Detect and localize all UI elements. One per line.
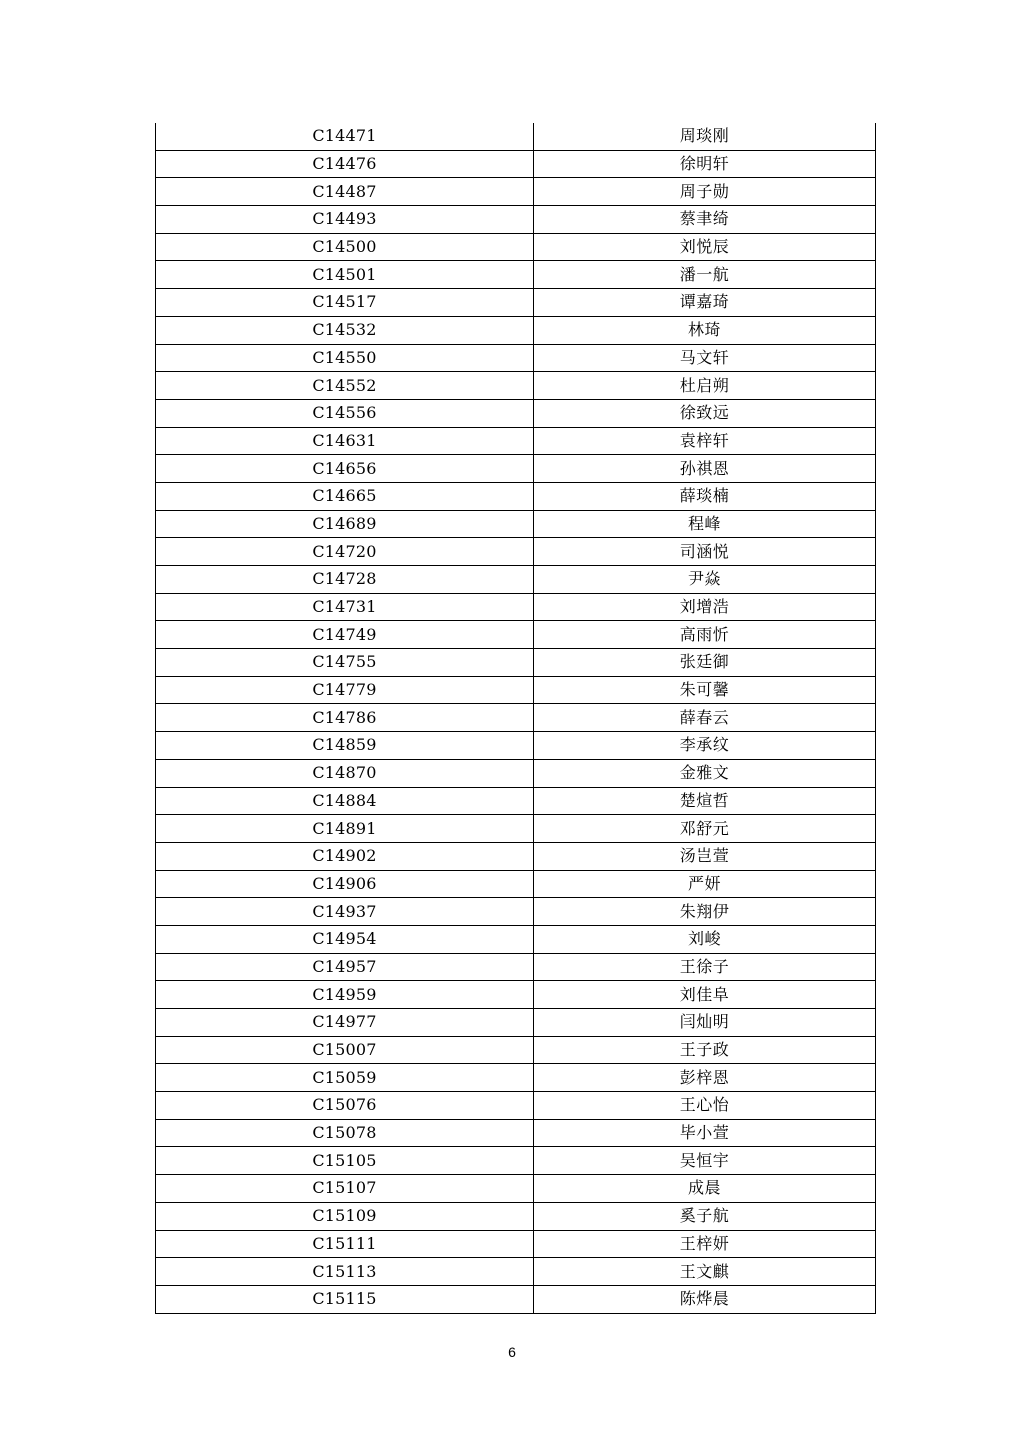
candidate-id-cell: C14476 xyxy=(156,150,534,178)
candidate-name-cell: 司涵悦 xyxy=(534,538,876,566)
candidate-name-cell: 王心怡 xyxy=(534,1092,876,1120)
table-row xyxy=(156,427,876,455)
candidate-name-cell: 王子政 xyxy=(534,1036,876,1064)
candidate-id-cell: C14556 xyxy=(156,399,534,427)
candidate-id-cell: C14689 xyxy=(156,510,534,538)
table-row xyxy=(156,1092,876,1120)
candidate-name-cell: 蔡聿绮 xyxy=(534,206,876,234)
roster-table-body xyxy=(156,123,876,1313)
candidate-id-cell: C15078 xyxy=(156,1119,534,1147)
table-row xyxy=(156,455,876,483)
table-row xyxy=(156,649,876,677)
candidate-name-cell: 谭嘉琦 xyxy=(534,289,876,317)
candidate-name-cell: 汤岂萱 xyxy=(534,842,876,870)
table-row xyxy=(156,1230,876,1258)
candidate-id-cell: C14720 xyxy=(156,538,534,566)
candidate-name-cell: 楚煊哲 xyxy=(534,787,876,815)
candidate-name-cell: 王徐子 xyxy=(534,953,876,981)
candidate-id-cell: C14906 xyxy=(156,870,534,898)
candidate-id-cell: C15105 xyxy=(156,1147,534,1175)
candidate-name-cell: 高雨忻 xyxy=(534,621,876,649)
candidate-name-cell: 杜启朔 xyxy=(534,372,876,400)
table-row xyxy=(156,344,876,372)
candidate-id-cell: C14891 xyxy=(156,815,534,843)
table-row xyxy=(156,399,876,427)
candidate-id-cell: C14884 xyxy=(156,787,534,815)
candidate-id-cell: C14954 xyxy=(156,925,534,953)
table-row xyxy=(156,732,876,760)
candidate-name-cell: 李承纹 xyxy=(534,732,876,760)
table-row xyxy=(156,150,876,178)
candidate-id-cell: C15109 xyxy=(156,1202,534,1230)
table-row xyxy=(156,1119,876,1147)
table-row xyxy=(156,482,876,510)
candidate-name-cell: 袁梓轩 xyxy=(534,427,876,455)
table-row xyxy=(156,289,876,317)
candidate-id-cell: C14977 xyxy=(156,1009,534,1037)
candidate-name-cell: 尹焱 xyxy=(534,566,876,594)
table-row xyxy=(156,787,876,815)
table-row xyxy=(156,870,876,898)
candidate-name-cell: 王文麒 xyxy=(534,1258,876,1286)
candidate-name-cell: 刘增浩 xyxy=(534,593,876,621)
candidate-name-cell: 孙祺恩 xyxy=(534,455,876,483)
table-row xyxy=(156,538,876,566)
candidate-name-cell: 金雅文 xyxy=(534,759,876,787)
candidate-id-cell: C14471 xyxy=(156,123,534,150)
candidate-id-cell: C14517 xyxy=(156,289,534,317)
candidate-name-cell: 刘峻 xyxy=(534,925,876,953)
candidate-id-cell: C14731 xyxy=(156,593,534,621)
table-row xyxy=(156,704,876,732)
candidate-name-cell: 成晨 xyxy=(534,1175,876,1203)
table-row xyxy=(156,372,876,400)
candidate-id-cell: C14749 xyxy=(156,621,534,649)
candidate-id-cell: C15115 xyxy=(156,1285,534,1313)
candidate-id-cell: C14786 xyxy=(156,704,534,732)
candidate-id-cell: C15107 xyxy=(156,1175,534,1203)
candidate-name-cell: 邓舒元 xyxy=(534,815,876,843)
candidate-name-cell: 陈烨晨 xyxy=(534,1285,876,1313)
candidate-name-cell: 闫灿明 xyxy=(534,1009,876,1037)
candidate-id-cell: C14552 xyxy=(156,372,534,400)
candidate-id-cell: C14859 xyxy=(156,732,534,760)
table-row xyxy=(156,316,876,344)
table-row xyxy=(156,815,876,843)
candidate-id-cell: C14501 xyxy=(156,261,534,289)
table-row xyxy=(156,510,876,538)
candidate-name-cell: 林琦 xyxy=(534,316,876,344)
candidate-id-cell: C14870 xyxy=(156,759,534,787)
table-row xyxy=(156,593,876,621)
candidate-id-cell: C14487 xyxy=(156,178,534,206)
candidate-name-cell: 徐致远 xyxy=(534,399,876,427)
candidate-name-cell: 朱可馨 xyxy=(534,676,876,704)
table-row xyxy=(156,925,876,953)
table-row xyxy=(156,1175,876,1203)
candidate-name-cell: 薛春云 xyxy=(534,704,876,732)
table-row xyxy=(156,1036,876,1064)
candidate-name-cell: 周琰刚 xyxy=(534,123,876,150)
page-number: 6 xyxy=(508,1344,516,1360)
candidate-name-cell: 刘佳阜 xyxy=(534,981,876,1009)
table-row xyxy=(156,1202,876,1230)
candidate-name-cell: 周子勋 xyxy=(534,178,876,206)
table-row xyxy=(156,123,876,150)
candidate-id-cell: C14937 xyxy=(156,898,534,926)
candidate-name-cell: 毕小萱 xyxy=(534,1119,876,1147)
candidate-name-cell: 朱翔伊 xyxy=(534,898,876,926)
table-row xyxy=(156,1147,876,1175)
table-row xyxy=(156,206,876,234)
table-row xyxy=(156,261,876,289)
candidate-id-cell: C14500 xyxy=(156,233,534,261)
table-row xyxy=(156,233,876,261)
table-row xyxy=(156,953,876,981)
table-row xyxy=(156,1285,876,1313)
candidate-name-cell: 奚子航 xyxy=(534,1202,876,1230)
candidate-name-cell: 张廷御 xyxy=(534,649,876,677)
candidate-name-cell: 程峰 xyxy=(534,510,876,538)
table-row xyxy=(156,1009,876,1037)
candidate-name-cell: 潘一航 xyxy=(534,261,876,289)
candidate-id-cell: C15113 xyxy=(156,1258,534,1286)
candidate-id-cell: C15076 xyxy=(156,1092,534,1120)
table-row xyxy=(156,842,876,870)
candidate-name-cell: 吴恒宇 xyxy=(534,1147,876,1175)
candidate-id-cell: C14665 xyxy=(156,482,534,510)
table-row xyxy=(156,621,876,649)
candidate-id-cell: C14493 xyxy=(156,206,534,234)
candidate-id-cell: C15007 xyxy=(156,1036,534,1064)
table-row xyxy=(156,676,876,704)
candidate-id-cell: C14902 xyxy=(156,842,534,870)
table-row xyxy=(156,759,876,787)
table-row xyxy=(156,1064,876,1092)
table-row xyxy=(156,898,876,926)
candidate-id-cell: C14728 xyxy=(156,566,534,594)
roster-table-wrapper xyxy=(155,123,875,1314)
candidate-id-cell: C15111 xyxy=(156,1230,534,1258)
candidate-id-cell: C14550 xyxy=(156,344,534,372)
candidate-id-cell: C14532 xyxy=(156,316,534,344)
candidate-id-cell: C14755 xyxy=(156,649,534,677)
candidate-id-cell: C15059 xyxy=(156,1064,534,1092)
candidate-name-cell: 严妍 xyxy=(534,870,876,898)
roster-table xyxy=(155,123,876,1314)
candidate-name-cell: 薛琰楠 xyxy=(534,482,876,510)
candidate-name-cell: 徐明轩 xyxy=(534,150,876,178)
candidate-id-cell: C14959 xyxy=(156,981,534,1009)
candidate-name-cell: 马文轩 xyxy=(534,344,876,372)
candidate-name-cell: 彭梓恩 xyxy=(534,1064,876,1092)
candidate-name-cell: 刘悦辰 xyxy=(534,233,876,261)
table-row xyxy=(156,178,876,206)
table-row xyxy=(156,981,876,1009)
table-row xyxy=(156,566,876,594)
candidate-id-cell: C14779 xyxy=(156,676,534,704)
candidate-id-cell: C14957 xyxy=(156,953,534,981)
candidate-id-cell: C14631 xyxy=(156,427,534,455)
table-row xyxy=(156,1258,876,1286)
candidate-name-cell: 王梓妍 xyxy=(534,1230,876,1258)
candidate-id-cell: C14656 xyxy=(156,455,534,483)
